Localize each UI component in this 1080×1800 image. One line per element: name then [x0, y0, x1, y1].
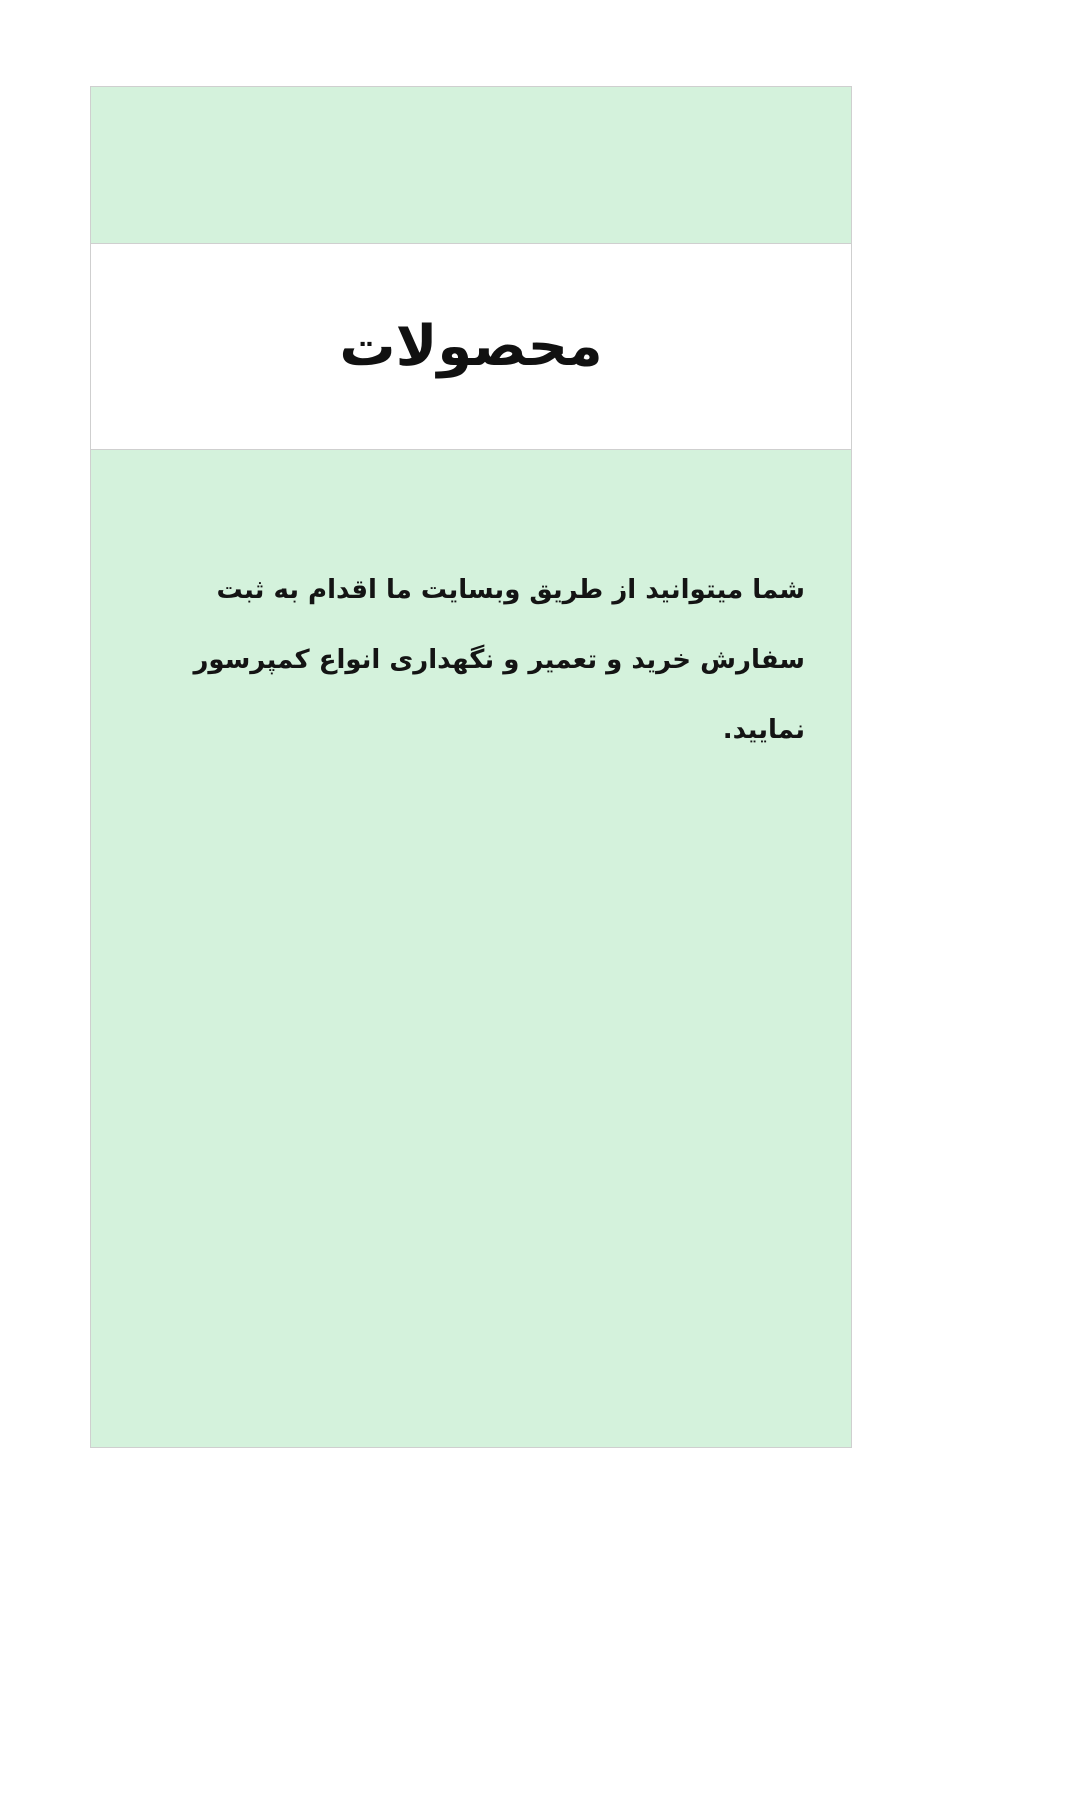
products-card	[90, 86, 852, 1448]
card-header-band	[91, 87, 851, 244]
page-title-band	[91, 244, 851, 450]
page-title: محصولات	[339, 313, 603, 379]
body-paragraph: شما میتوانید از طریق وبسایت ما اقدام به ثبت سفارش خرید و تعمیر و نگهداری انواع کمپرسور نمایید.	[193, 575, 805, 746]
card-body	[91, 450, 851, 1447]
